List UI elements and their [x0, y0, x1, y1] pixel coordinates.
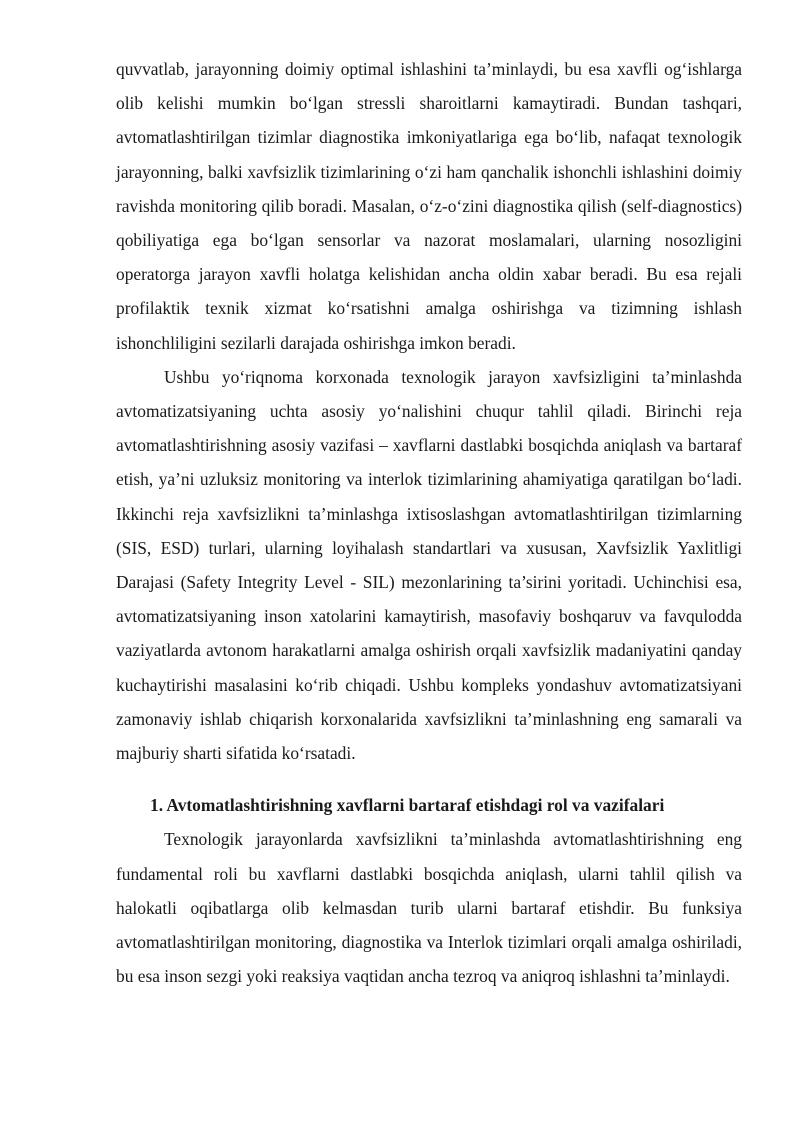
paragraph-continuation: quvvatlab, jarayonning doimiy optimal ishlashini ta’minlaydi, bu esa xavfli og‘ishlarga olib kelishi mumkin bo‘lgan stressli sharoitlarni kamaytiradi. Bundan tashqari, avtomatlashtirilgan tizimlar diagnostika imkoniyatlariga ega bo‘lib, nafaqat texnologik jarayonning, balki xavfsizlik tizimlarining o‘zi ham qanchalik ishonchli ishlashini doimiy ravishda monitoring qilib boradi. Masalan, o‘z-o‘zini diagnostika qilish (self-diagnostics) qobiliyatiga ega bo‘lgan sensorlar va nazorat moslamalari, ularning nosozligini operatorga jarayon xavfli holatga kelishidan ancha oldin xabar beradi. Bu esa rejali profilaktik texnik xizmat ko‘rsatishni amalga oshirishga va tizimning ishlash ishonchliligini sezilarli darajada oshirishga imkon beradi. — [116, 59, 742, 353]
section-heading: 1. Avtomatlashtirishning xavflarni bartaraf etishdagi rol va vazifalari — [150, 795, 665, 816]
document-page — [116, 52, 742, 993]
paragraph-guide-overview: Ushbu yo‘riqnoma korxonada texnologik jarayon xavfsizligini ta’minlashda avtomatizatsiyaning uchta asosiy yo‘nalishini chuqur tahlil qiladi. Birinchi reja avtomatlashtirishning asosiy vazifasi – xavflarni dastlabki bosqichda aniqlash va bartaraf etish, ya’ni uzluksiz monitoring va interlok tizimlarining ahamiyatiga qaratilgan bo‘ladi. Ikkinchi reja xavfsizlikni ta’minlashga ixtisoslashgan avtomatlashtirilgan tizimlarning (SIS, ESD) turlari, ularning loyihalash standartlari va xususan, Xavfsizlik Yaxlitligi Darajasi (Safety Integrity Level - SIL) mezonlarining ta’sirini yoritadi. Uchinchisi esa, avtomatizatsiyaning inson xatolarini kamaytirish, masofaviy boshqaruv va favqulodda vaziyatlarda avtonom harakatlarni amalga oshirish orqali xavfsizlik madaniyatini qanday kuchaytirishi masalasini ko‘rib chiqadi. Ushbu kompleks yondashuv avtomatizatsiyani zamonaviy ishlab chiqarish korxonalarida xavfsizlikni ta’minlashning eng samarali va majburiy sharti sifatida ko‘rsatadi. — [116, 366, 742, 764]
paragraph-section-intro: Texnologik jarayonlarda xavfsizlikni ta’minlashda avtomatlashtirishning eng fundamental roli bu xavflarni dastlabki bosqichda aniqlash, ularni tahlil qilish va halokatli oqibatlarga olib kelmasdan turib ularni bartaraf etishdir. Bu funksiya avtomatlashtirilgan monitoring, diagnostika va Interlok tizimlari orqali amalga oshiriladi, bu esa inson sezgi yoki reaksiya vaqtidan ancha tezroq va aniqroq ishlashni ta’minlaydi. — [116, 829, 742, 987]
